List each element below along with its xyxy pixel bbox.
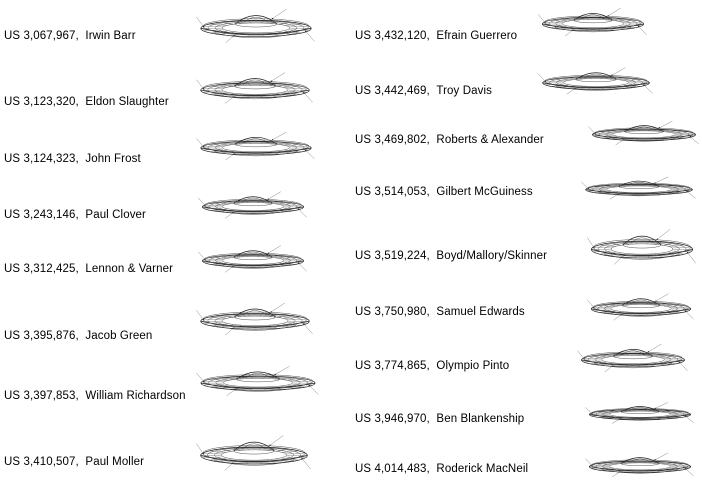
patent-inventor: Eldon Slaughter (85, 96, 169, 108)
patent-inventor: William Richardson (85, 390, 186, 402)
saucer-figure-icon (538, 2, 648, 42)
saucer-figure-icon (577, 338, 689, 378)
right-column (351, 0, 702, 484)
patent-number: US 3,774,865, (355, 360, 430, 372)
patent-inventor: Efrain Guerrero (436, 30, 518, 42)
patent-number: US 3,395,876, (4, 330, 79, 342)
patent-entry-label (4, 153, 141, 165)
patent-number: US 3,519,224, (355, 250, 430, 262)
saucer-figure-icon (585, 398, 695, 428)
patent-number: US 4,014,483, (355, 463, 430, 475)
patent-number: US 3,123,320, (4, 96, 79, 108)
patent-inventor: Roderick MacNeil (436, 463, 529, 475)
patent-entry-label (355, 85, 492, 97)
patent-inventor: Jacob Green (85, 330, 153, 342)
patent-number: US 3,432,120, (355, 30, 430, 42)
patent-inventor: Paul Moller (85, 456, 145, 468)
patent-entry-label (4, 30, 136, 42)
patent-number: US 3,442,469, (355, 85, 430, 97)
patent-entry-label (355, 360, 509, 372)
patent-inventor: Roberts & Alexander (436, 134, 544, 146)
patent-inventor: Gilbert McGuiness (436, 186, 533, 198)
patent-entry-label (4, 96, 169, 108)
patent-entry-label (355, 30, 517, 42)
patent-entry-label (355, 134, 544, 146)
patent-entry-label (4, 390, 186, 402)
patent-inventor: Lennon & Varner (85, 263, 174, 275)
patent-number: US 3,397,853, (4, 390, 79, 402)
patent-inventor: Boyd/Mallory/Skinner (436, 250, 548, 262)
patent-entry-label (355, 306, 525, 318)
patent-entry-label (355, 463, 528, 475)
patent-entry-label (4, 330, 152, 342)
patent-inventor: Samuel Edwards (436, 306, 525, 318)
patent-number: US 3,067,967, (4, 30, 79, 42)
patent-number: US 3,469,802, (355, 134, 430, 146)
patent-inventor: Ben Blankenship (436, 413, 525, 425)
saucer-figure-icon (587, 222, 697, 272)
patent-number: US 3,410,507, (4, 456, 79, 468)
patent-number: US 3,514,053, (355, 186, 430, 198)
patent-entry-label (355, 250, 547, 262)
saucer-figure-icon (585, 448, 695, 482)
saucer-figure-icon (538, 62, 654, 100)
patent-entry-label (355, 413, 524, 425)
patent-number: US 3,312,425, (4, 263, 79, 275)
patent-inventor: Paul Clover (85, 209, 146, 221)
saucer-figure-icon (196, 126, 316, 166)
saucer-figure-icon (196, 360, 320, 402)
saucer-figure-icon (198, 186, 308, 224)
saucer-figure-icon (198, 240, 308, 278)
saucer-figure-icon (196, 428, 312, 478)
saucer-figure-icon (581, 172, 697, 204)
patent-inventor: Troy Davis (436, 85, 492, 97)
patent-inventor: John Frost (85, 153, 141, 165)
patent-entry-label (4, 263, 173, 275)
patent-entry-label (4, 209, 146, 221)
patent-number: US 3,750,980, (355, 306, 430, 318)
patent-number: US 3,243,146, (4, 209, 79, 221)
patent-inventor: Olympio Pinto (436, 360, 510, 372)
patent-number: US 3,946,970, (355, 413, 430, 425)
patent-entry-label (4, 456, 144, 468)
patent-number: US 3,124,323, (4, 153, 79, 165)
saucer-figure-icon (588, 116, 700, 150)
saucer-figure-icon (587, 288, 695, 326)
saucer-figure-icon (196, 66, 314, 110)
patent-entry-label (355, 186, 533, 198)
saucer-figure-icon (196, 2, 316, 50)
saucer-figure-icon (196, 296, 314, 342)
patent-inventor: Irwin Barr (85, 30, 136, 42)
